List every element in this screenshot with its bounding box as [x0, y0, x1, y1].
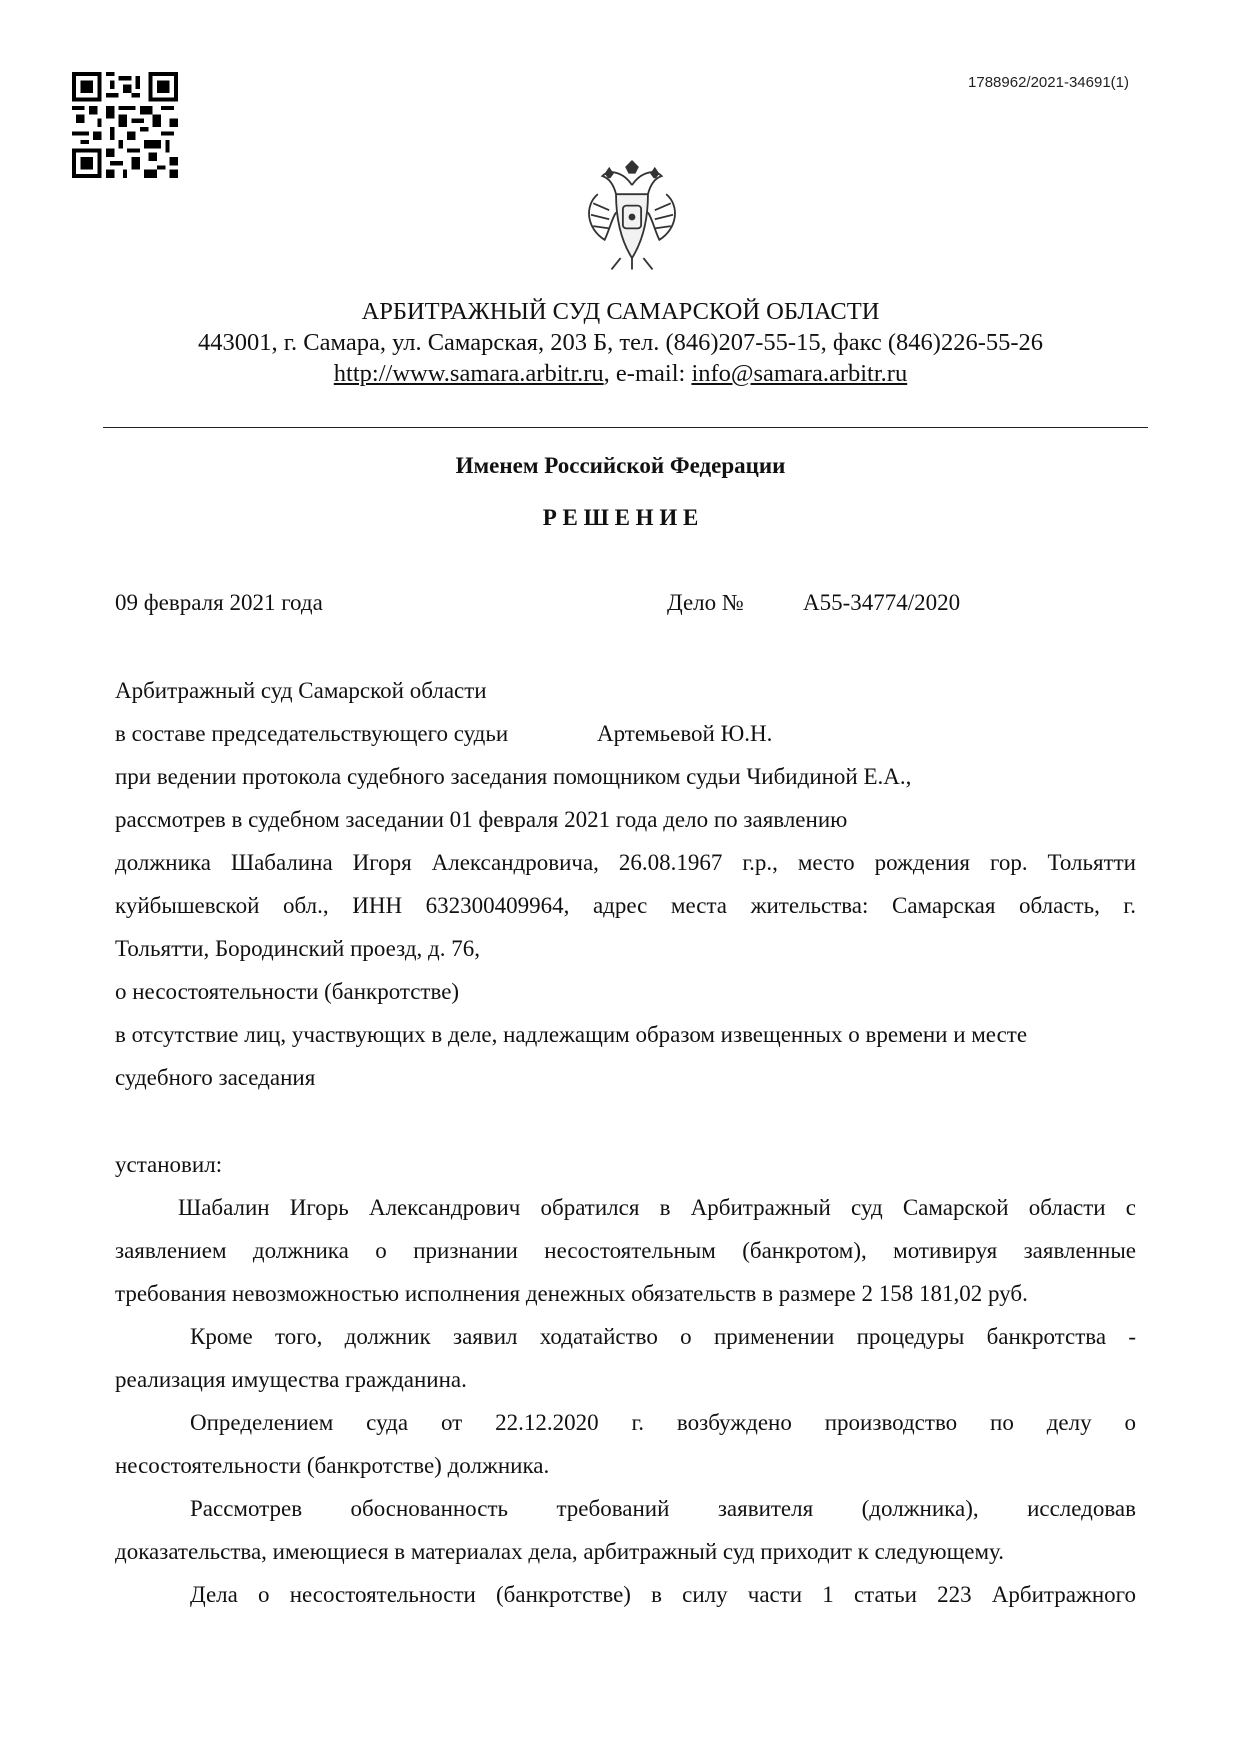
body-p2-line-2: реализация имущества гражданина.: [115, 1367, 467, 1392]
court-header: [0, 296, 1241, 389]
case-number: А55-34774/2020: [803, 590, 961, 615]
intro-absence-line-1: в отсутствие лиц, участвующих в деле, надлежащим образом извещенных о времени и месте: [115, 1022, 1028, 1047]
body-p1-line-1: Шабалин Игорь Александрович обратился в Арбитражный суд Самарской области с: [178, 1195, 1136, 1220]
intro-considered: рассмотрев в судебном заседании 01 февраля 2021 года дело по заявлению: [115, 807, 848, 832]
name-of-federation: Именем Российской Федерации: [455, 453, 786, 478]
case-label: Дело №: [667, 590, 744, 615]
intro-subject: о несостоятельности (банкротстве): [115, 979, 460, 1004]
body-p1-line-3: требования невозможностью исполнения денежных обязательств в размере 2 158 181,02 руб.: [115, 1281, 1028, 1306]
intro-protocol: при ведении протокола судебного заседания помощником судьи Чибидиной Е.А.,: [115, 764, 912, 789]
intro-debtor-line-2: куйбышевской обл., ИНН 632300409964, адрес места жительства: Самарская область, г.: [115, 893, 1136, 918]
body-p2-line-1: Кроме того, должник заявил ходатайство о применении процедуры банкротства -: [190, 1324, 1136, 1349]
intro-judge-name: Артемьевой Ю.Н.: [597, 721, 773, 746]
intro-court: Арбитражный суд Самарской области: [115, 678, 487, 703]
email-label: , e-mail:: [603, 360, 692, 387]
coat-of-arms-icon: [575, 160, 689, 274]
intro-judge-label: в составе председательствующего судьи: [115, 721, 509, 746]
body-p3-line-1: Определением суда от 22.12.2020 г. возбуждено производство по делу о: [190, 1410, 1136, 1435]
website-link[interactable]: http://www.samara.arbitr.ru: [333, 360, 604, 387]
intro-debtor-line-3: Тольятти, Бородинский проезд, д. 76,: [115, 936, 480, 961]
email-link[interactable]: info@samara.arbitr.ru: [691, 360, 908, 387]
court-name: АРБИТРАЖНЫЙ СУД САМАРСКОЙ ОБЛАСТИ: [361, 298, 880, 325]
body-p4-line-2: доказательства, имеющиеся в материалах дела, арбитражный суд приходит к следующему.: [115, 1539, 1005, 1564]
intro-absence-line-2: судебного заседания: [115, 1065, 316, 1090]
body-p3-line-2: несостоятельности (банкротстве) должника.: [115, 1453, 550, 1478]
court-contacts: [0, 358, 1241, 389]
header-divider: [103, 427, 1148, 428]
document-id: 1788962/2021-34691(1): [968, 74, 1129, 91]
body-p5-line-1: Дела о несостоятельности (банкротстве) в силу части 1 статьи 223 Арбитражного: [190, 1582, 1136, 1607]
body-p1-line-2: заявлением должника о признании несостоятельным (банкротом), мотивируя заявленные: [115, 1238, 1136, 1263]
court-address: 443001, г. Самара, ул. Самарская, 203 Б, тел. (846)207-55-15, факс (846)226-55-26: [197, 329, 1044, 356]
decision-date: 09 февраля 2021 года: [115, 590, 323, 615]
intro-debtor-line-1: должника Шабалина Игоря Александровича, 26.08.1967 г.р., место рождения гор. Тольятти: [115, 850, 1136, 875]
qr-code-icon: [72, 72, 178, 178]
decision-title: Р Е Ш Е Н И Е: [542, 505, 699, 530]
body-p4-line-1: Рассмотрев обоснованность требований заявителя (должника), исследовав: [190, 1496, 1136, 1521]
established-label: установил:: [115, 1152, 223, 1177]
